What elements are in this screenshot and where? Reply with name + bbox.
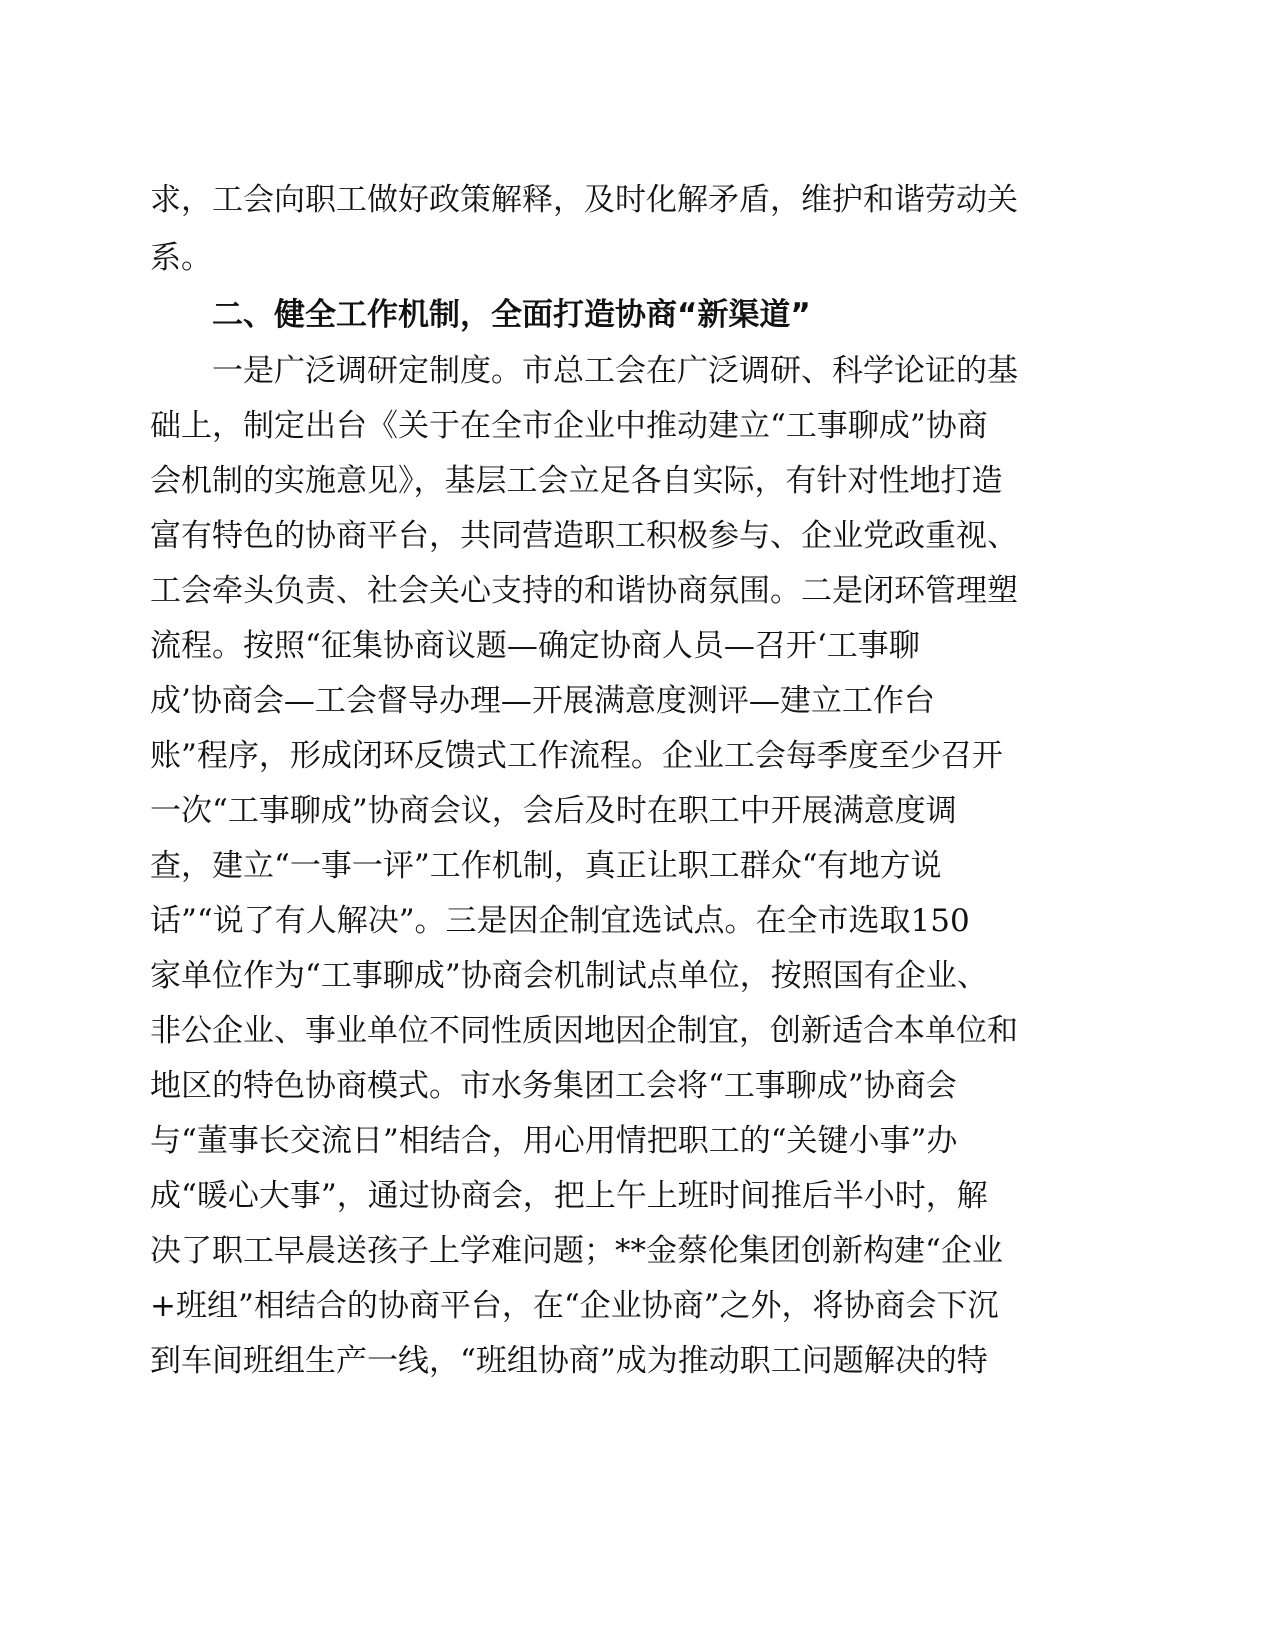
paragraph-line: 到车间班组生产一线，“班组协商”成为推动职工问题解决的特 bbox=[150, 1343, 988, 1379]
paragraph-line: 础上，制定出台《关于在全市企业中推动建立“工事聊成”协商 bbox=[150, 408, 988, 444]
paragraph-line: 系。 bbox=[150, 240, 212, 276]
paragraph-line: 会机制的实施意见》，基层工会立足各自实际，有针对性地打造 bbox=[150, 463, 1003, 499]
paragraph-line: 话”“说了有人解决”。三是因企制宜选试点。在全市选取150 bbox=[150, 903, 970, 939]
paragraph-line: 一是广泛调研定制度。市总工会在广泛调研、科学论证的基 bbox=[212, 353, 1018, 389]
paragraph-line: 富有特色的协商平台，共同营造职工积极参与、企业党政重视、 bbox=[150, 518, 1018, 554]
paragraph-line: 账”程序，形成闭环反馈式工作流程。企业工会每季度至少召开 bbox=[150, 738, 1003, 774]
paragraph-line: 成“暖心大事”，通过协商会，把上午上班时间推后半小时，解 bbox=[150, 1178, 988, 1214]
paragraph-line: 求，工会向职工做好政策解释，及时化解矛盾，维护和谐劳动关 bbox=[150, 182, 1018, 218]
paragraph-line: 家单位作为“工事聊成”协商会机制试点单位，按照国有企业、 bbox=[150, 958, 988, 994]
paragraph-line: 工会牵头负责、社会关心支持的和谐协商氛围。二是闭环管理塑 bbox=[150, 573, 1018, 609]
section-heading: 二、健全工作机制，全面打造协商“新渠道” bbox=[212, 297, 811, 333]
paragraph-line: 非公企业、事业单位不同性质因地因企制宜，创新适合本单位和 bbox=[150, 1013, 1018, 1049]
paragraph-line: 成’协商会—工会督导办理—开展满意度测评—建立工作台 bbox=[150, 683, 935, 719]
paragraph-line: 与“董事长交流日”相结合，用心用情把职工的“关键小事”办 bbox=[150, 1123, 958, 1159]
paragraph-line: 一次“工事聊成”协商会议，会后及时在职工中开展满意度调 bbox=[150, 793, 957, 829]
paragraph-line: 决了职工早晨送孩子上学难问题；**金蔡伦集团创新构建“企业 bbox=[150, 1233, 1003, 1269]
paragraph-line: 流程。按照“征集协商议题—确定协商人员—召开‘工事聊 bbox=[150, 628, 920, 664]
paragraph-line: 地区的特色协商模式。市水务集团工会将“工事聊成”协商会 bbox=[150, 1068, 957, 1104]
paragraph-line: 查，建立“一事一评”工作机制，真正让职工群众“有地方说 bbox=[150, 848, 942, 884]
paragraph-line: +班组”相结合的协商平台，在“企业协商”之外，将协商会下沉 bbox=[150, 1288, 999, 1324]
